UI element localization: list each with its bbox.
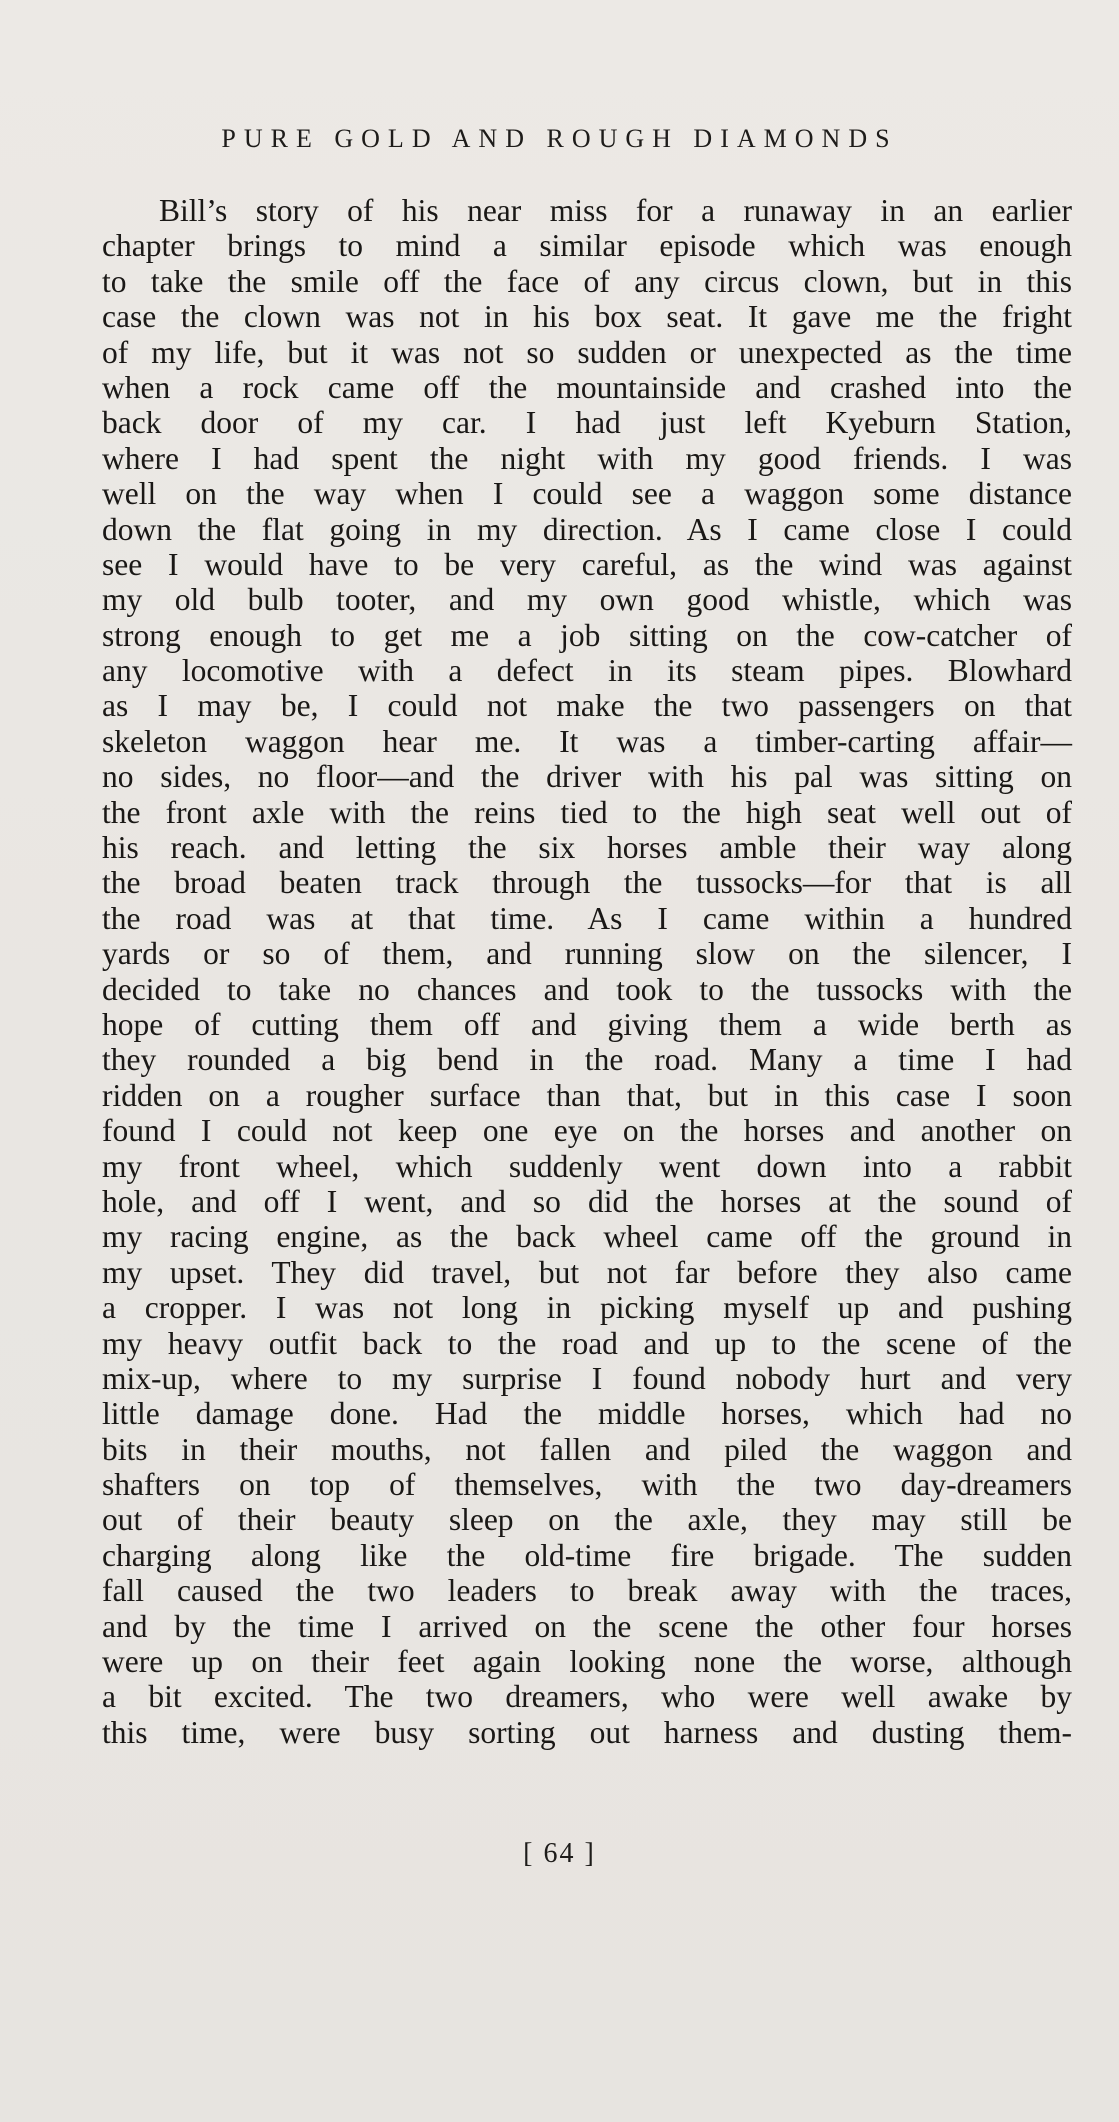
text-line: down the flat going in my direction. As I came close I could [102,511,1072,547]
body-paragraph [102,193,1072,1750]
text-line: well on the way when I could see a waggon some distance [102,476,1072,512]
text-line: a bit excited. The two dreamers, who were well awake by [102,1679,1072,1715]
text-line: to take the smile off the face of any circus clown, but in this [102,263,1072,299]
text-line: as I may be, I could not make the two passengers on that [102,688,1072,724]
running-head: PURE GOLD AND ROUGH DIAMONDS [221,124,898,153]
text-line: and by the time I arrived on the scene the other four horses [102,1608,1072,1644]
text-line: strong enough to get me a job sitting on the cow-catcher of [102,617,1072,653]
text-line: this time, were busy sorting out harness and dusting them- [102,1714,1072,1750]
text-line: shafters on top of themselves, with the two day-dreamers [102,1467,1072,1503]
text-line: the front axle with the reins tied to the high seat well out of [102,794,1072,830]
text-line: Bill’s story of his near miss for a runaway in an earlier [159,193,1072,228]
text-line: skeleton waggon hear me. It was a timber-carting affair— [102,723,1072,759]
text-line: a cropper. I was not long in picking myself up and pushing [102,1290,1072,1326]
text-line: case the clown was not in his box seat. It gave me the fright [102,299,1072,335]
text-line: the road was at that time. As I came within a hundred [102,900,1072,936]
text-line: my heavy outfit back to the road and up to the scene of the [102,1325,1072,1361]
text-line: the broad beaten track through the tussocks—for that is all [102,865,1072,901]
text-line: decided to take no chances and took to the tussocks with the [102,971,1072,1007]
text-line: back door of my car. I had just left Kyeburn Station, [102,405,1072,441]
text-line: where I had spent the night with my good friends. I was [102,440,1072,476]
text-line: no sides, no floor—and the driver with his pal was sitting on [102,759,1072,795]
text-line: my front wheel, which suddenly went down into a rabbit [102,1148,1072,1184]
page-number: [ 64 ] [523,1838,596,1869]
text-line: when a rock came off the mountainside and crashed into the [102,369,1072,405]
text-line: see I would have to be very careful, as the wind was against [102,546,1072,582]
text-line: they rounded a big bend in the road. Many a time I had [102,1042,1072,1078]
text-line: yards or so of them, and running slow on the silencer, I [102,936,1072,972]
text-line: found I could not keep one eye on the horses and another on [102,1113,1072,1149]
text-line: my old bulb tooter, and my own good whistle, which was [102,582,1072,618]
text-line: any locomotive with a defect in its steam pipes. Blowhard [102,653,1072,689]
text-line: my racing engine, as the back wheel came off the ground in [102,1219,1072,1255]
text-line: fall caused the two leaders to break away with the traces, [102,1573,1072,1609]
text-line: bits in their mouths, not fallen and piled the waggon and [102,1431,1072,1467]
text-line: out of their beauty sleep on the axle, they may still be [102,1502,1072,1538]
text-line: ridden on a rougher surface than that, but in this case I soon [102,1077,1072,1113]
text-line: hole, and off I went, and so did the horses at the sound of [102,1183,1072,1219]
text-line: mix-up, where to my surprise I found nobody hurt and very [102,1360,1072,1396]
text-line: his reach. and letting the six horses amble their way along [102,830,1072,866]
text-line: little damage done. Had the middle horses, which had no [102,1396,1072,1432]
text-line: charging along like the old-time fire brigade. The sudden [102,1537,1072,1573]
text-line: my upset. They did travel, but not far before they also came [102,1254,1072,1290]
text-line: chapter brings to mind a similar episode which was enough [102,228,1072,264]
text-line: of my life, but it was not so sudden or unexpected as the time [102,334,1072,370]
text-line: hope of cutting them off and giving them a wide berth as [102,1006,1072,1042]
text-line: were up on their feet again looking none the worse, although [102,1644,1072,1680]
